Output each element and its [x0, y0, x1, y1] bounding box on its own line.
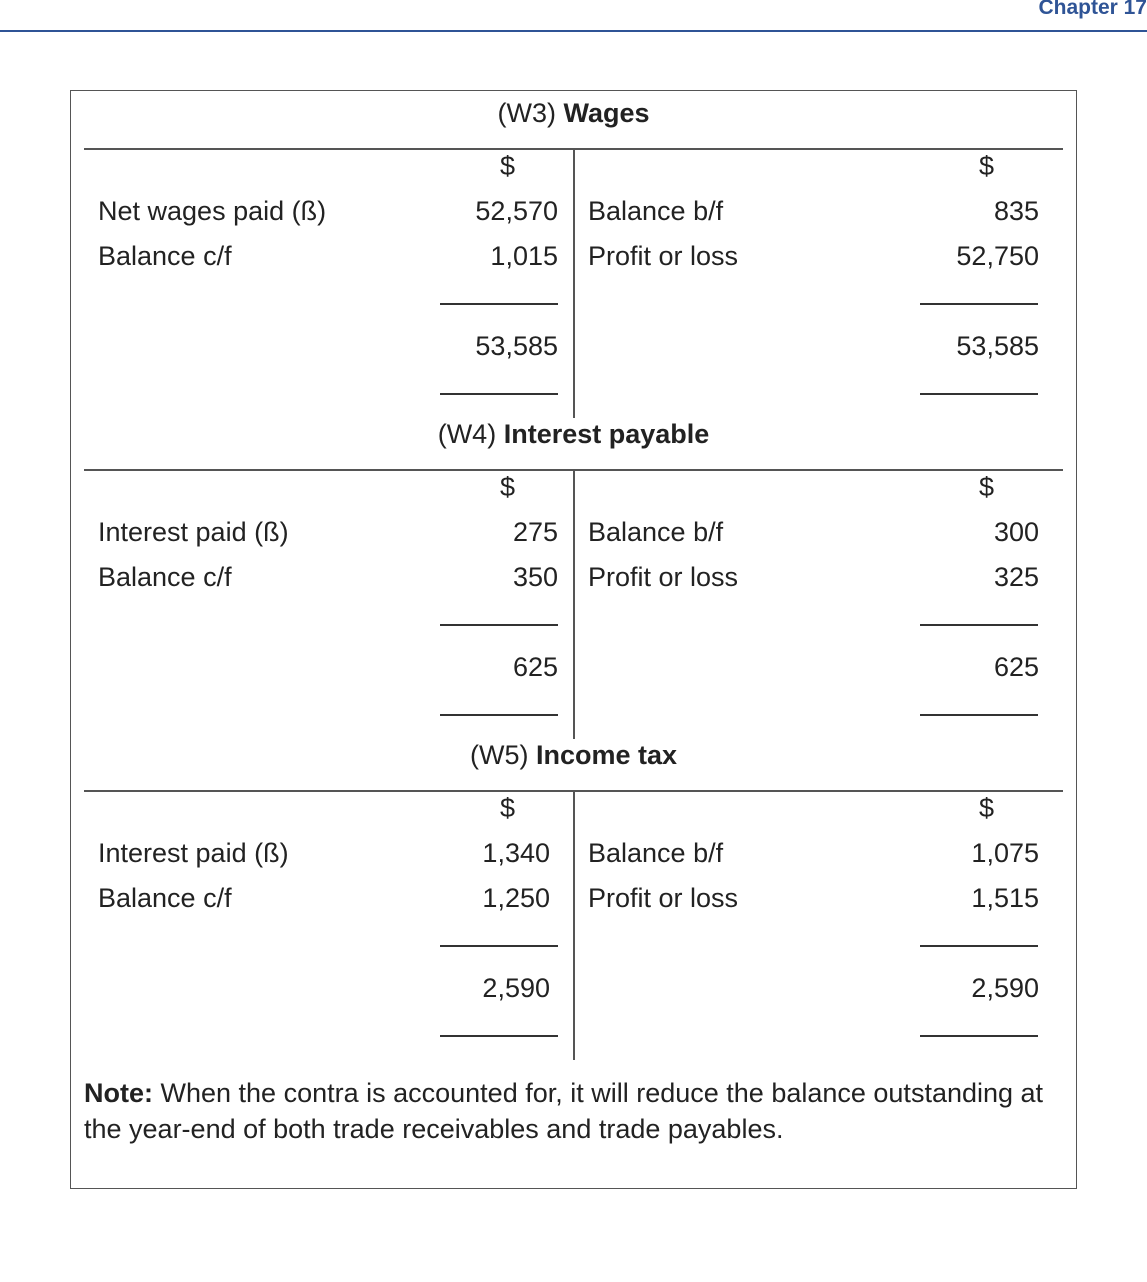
debit-amount: 1,340 — [482, 838, 550, 868]
debit-subtotal-rule — [440, 303, 558, 305]
credit-label: Balance b/f — [588, 517, 724, 547]
account-name: Interest payable — [503, 419, 710, 449]
credit-subtotal-rule — [920, 945, 1038, 947]
t-account-income-tax — [84, 740, 1063, 1060]
note-paragraph — [84, 1075, 1044, 1147]
credit-amount: 1,515 — [971, 883, 1039, 913]
credit-currency: $ — [979, 151, 995, 181]
credit-label: Balance b/f — [588, 838, 724, 868]
debit-currency: $ — [500, 151, 516, 181]
debit-label: Balance c/f — [98, 883, 232, 913]
credit-amount: 325 — [993, 562, 1039, 592]
credit-amount: 1,075 — [971, 838, 1039, 868]
credit-label: Profit or loss — [588, 241, 739, 271]
credit-total: 2,590 — [971, 973, 1039, 1003]
credit-amount: 52,750 — [956, 241, 1039, 271]
debit-currency: $ — [500, 472, 516, 502]
credit-total-rule — [920, 1035, 1038, 1037]
debit-amount: 1,250 — [482, 883, 550, 913]
debit-total-rule — [440, 1035, 558, 1037]
debit-total-rule — [440, 714, 558, 716]
header-rule — [0, 30, 1147, 32]
credit-total-rule — [920, 393, 1038, 395]
credit-total: 53,585 — [956, 331, 1039, 361]
credit-subtotal-rule — [920, 624, 1038, 626]
account-center-rule — [573, 790, 575, 1060]
credit-subtotal-rule — [920, 303, 1038, 305]
account-name: Income tax — [535, 740, 678, 770]
debit-subtotal-rule — [440, 624, 558, 626]
account-title — [84, 419, 1063, 450]
chapter-heading: Chapter 17 — [1038, 0, 1147, 19]
debit-total: 53,585 — [475, 331, 558, 361]
credit-currency: $ — [979, 793, 995, 823]
account-title — [84, 740, 1063, 771]
credit-amount: 300 — [993, 517, 1039, 547]
debit-amount: 275 — [512, 517, 558, 547]
credit-currency: $ — [979, 472, 995, 502]
credit-label: Profit or loss — [588, 883, 739, 913]
credit-label: Balance b/f — [588, 196, 724, 226]
credit-amount: 835 — [993, 196, 1039, 226]
debit-label: Interest paid (ß) — [98, 517, 289, 547]
debit-total: 625 — [512, 652, 558, 682]
account-code: (W5) — [469, 740, 529, 770]
account-code: (W3) — [497, 98, 556, 128]
credit-total: 625 — [993, 652, 1039, 682]
account-center-rule — [573, 469, 575, 739]
debit-total-rule — [440, 393, 558, 395]
debit-currency: $ — [500, 793, 516, 823]
debit-amount: 1,015 — [490, 241, 558, 271]
debit-label: Balance c/f — [98, 241, 232, 271]
debit-label: Net wages paid (ß) — [98, 196, 327, 226]
debit-total: 2,590 — [482, 973, 550, 1003]
note-text: When the contra is accounted for, it will reduce the balance outstanding at the year-end of both trade receivables and trade payables. — [84, 1078, 1044, 1144]
t-account-wages — [84, 98, 1063, 418]
debit-amount: 350 — [512, 562, 558, 592]
account-code: (W4) — [437, 419, 497, 449]
debit-label: Interest paid (ß) — [98, 838, 289, 868]
account-center-rule — [573, 148, 575, 418]
debit-subtotal-rule — [440, 945, 558, 947]
debit-amount: 52,570 — [475, 196, 558, 226]
debit-label: Balance c/f — [98, 562, 232, 592]
t-account-interest-payable — [84, 419, 1063, 739]
note-label: Note: — [84, 1078, 153, 1108]
credit-total-rule — [920, 714, 1038, 716]
account-title — [84, 98, 1063, 129]
credit-label: Profit or loss — [588, 562, 739, 592]
account-name: Wages — [563, 98, 650, 128]
